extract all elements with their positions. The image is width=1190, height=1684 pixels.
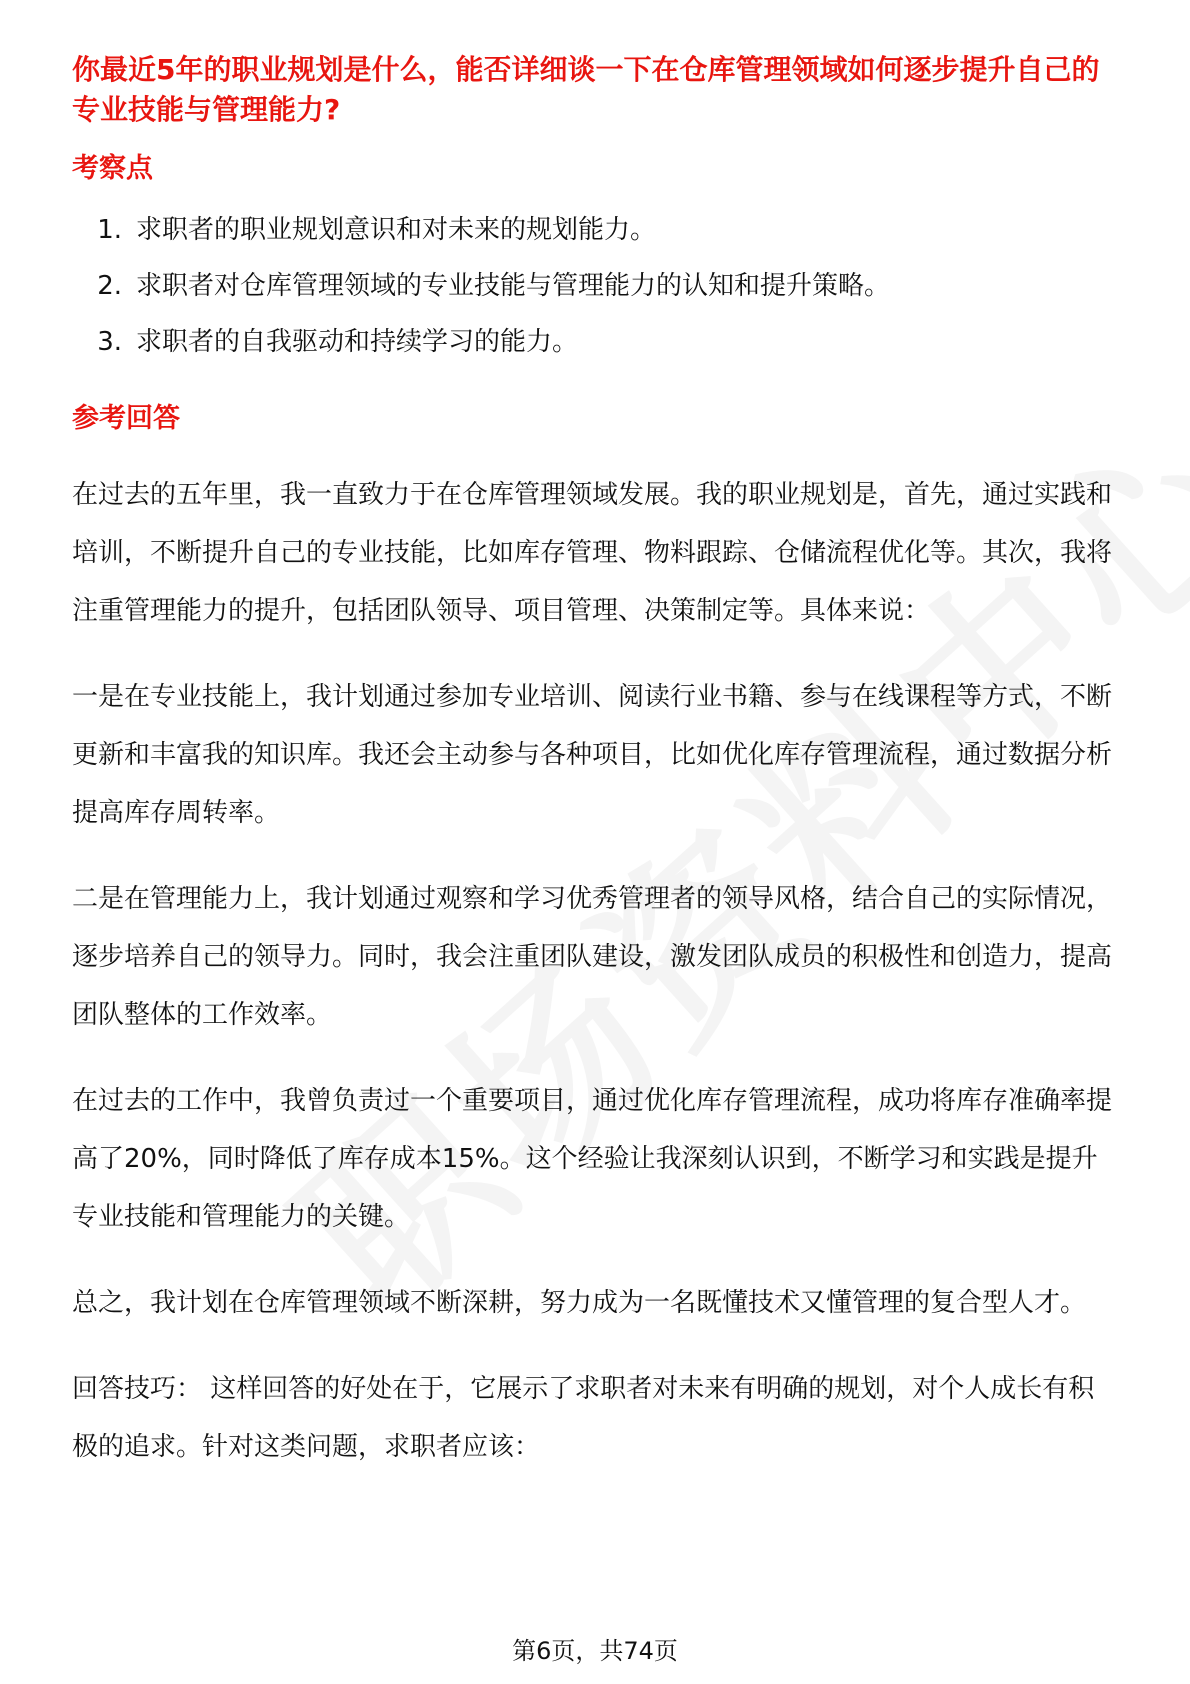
answer-paragraph: 在过去的五年里，我一直致力于在仓库管理领域发展。我的职业规划是，首先，通过实践和培训，不断提升自己的专业技能，比如库存管理、物料跟踪、仓储流程优化等。其次，我将注重管理能力的提升，包括团队领导、项目管理、决策制定等。具体来说： [72, 480, 1113, 626]
points-heading: 考察点 [72, 153, 153, 184]
list-item-number: 3. [97, 327, 122, 357]
list-item-text: 求职者对仓库管理领域的专业技能与管理能力的认知和提升策略。 [136, 271, 891, 301]
list-item [72, 212, 1118, 248]
list-item [72, 268, 1118, 304]
answer-tips-paragraph: 回答技巧： 这样回答的好处在于，它展示了求职者对未来有明确的规划，对个人成长有积极的追求。针对这类问题，求职者应该： [72, 1374, 1095, 1462]
list-item-number: 1. [97, 215, 122, 245]
list-item-number: 2. [97, 271, 122, 301]
document-page [72, 50, 1118, 1504]
question-title: 你最近5年的职业规划是什么，能否详细谈一下在仓库管理领域如何逐步提升自己的专业技能与管理能力? [72, 53, 1100, 126]
page-footer: 第6页，共74页 [512, 1637, 678, 1665]
answer-paragraph: 总之，我计划在仓库管理领域不断深耕，努力成为一名既懂技术又懂管理的复合型人才。 [72, 1288, 1087, 1318]
answer-body [72, 466, 1118, 1476]
list-item [72, 324, 1118, 360]
answer-heading: 参考回答 [72, 403, 180, 434]
answer-paragraph: 一是在专业技能上，我计划通过参加专业培训、阅读行业书籍、参与在线课程等方式，不断更新和丰富我的知识库。我还会主动参与各种项目，比如优化库存管理流程，通过数据分析提高库存周转率。 [72, 682, 1113, 828]
points-list [72, 212, 1118, 360]
answer-paragraph: 二是在管理能力上，我计划通过观察和学习优秀管理者的领导风格，结合自己的实际情况，逐步培养自己的领导力。同时，我会注重团队建设，激发团队成员的积极性和创造力，提高团队整体的工作效率。 [72, 884, 1113, 1030]
list-item-text: 求职者的自我驱动和持续学习的能力。 [136, 327, 579, 357]
list-item-text: 求职者的职业规划意识和对未来的规划能力。 [136, 215, 657, 245]
answer-paragraph: 在过去的工作中，我曾负责过一个重要项目，通过优化库存管理流程，成功将库存准确率提高了20%，同时降低了库存成本15%。这个经验让我深刻认识到，不断学习和实践是提升专业技能和管理能力的关键。 [72, 1086, 1113, 1232]
